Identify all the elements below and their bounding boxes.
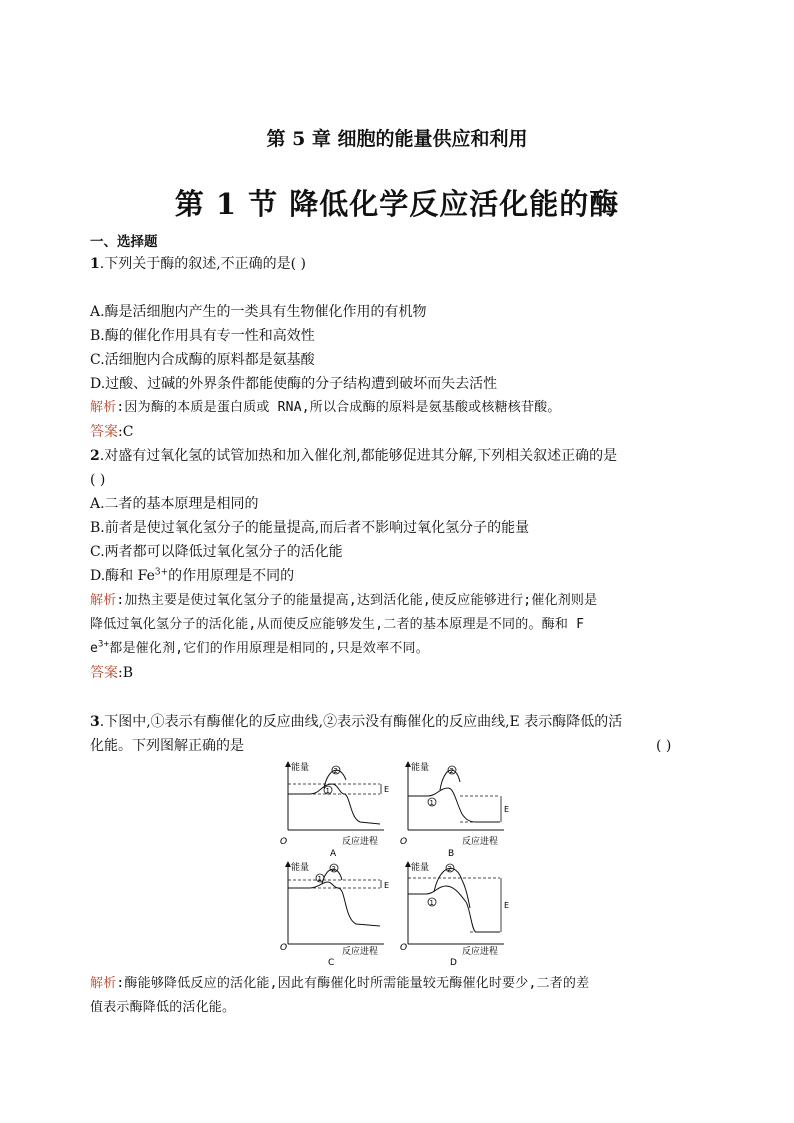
q1-stem [90, 252, 306, 276]
q1-analysis [90, 396, 561, 420]
graph-a-y-label: 能量 [291, 763, 310, 773]
q2-option-b: B.前者是使过氧化氢分子的能量提高,而后者不影响过氧化氢分子的能量 [90, 520, 530, 536]
graph-d-origin: O [400, 943, 408, 953]
graph-b-e-label: E [504, 805, 510, 814]
q3-analysis-line2: 值表示酶降低的活化能。 [90, 1000, 236, 1015]
graph-b-panel-label: B [448, 849, 455, 859]
graph-c-panel-label: C [328, 958, 335, 968]
q1-number: 1 [90, 256, 100, 272]
graph-a-origin: O [280, 837, 288, 847]
q2-option-c: C.两者都可以降低过氧化氢分子的活化能 [90, 544, 343, 560]
q3-analysis-label: 解析 [90, 976, 117, 991]
graph-d-e-label: E [504, 901, 510, 910]
q1-option-b: B.酶的催化作用具有专一性和高效性 [90, 328, 315, 344]
q2-analysis-line1 [90, 589, 597, 613]
q3-stem-text: .下图中,①表示有酶催化的反应曲线,②表示没有酶催化的反应曲线,E 表示酶降低的活 [99, 714, 623, 730]
graph-c-curve1-label: 1 [317, 875, 322, 883]
graph-c-x-label: 反应进程 [342, 947, 379, 957]
graph-b-x-label: 反应进程 [462, 837, 499, 847]
graph-b-curve1-label: 1 [429, 799, 434, 807]
q3-analysis-text1: :酶能够降低反应的活化能,因此有酶催化时所需能量较无酶催化时要少,二者的差 [116, 976, 590, 991]
graph-d-curve2-label: 2 [447, 865, 452, 873]
graph-d-y-label: 能量 [411, 863, 430, 873]
q1-option-d: D.过酸、过碱的外界条件都能使酶的分子结构遭到破坏而失去活性 [90, 376, 498, 392]
q3-analysis-line1 [90, 972, 589, 996]
graph-d [400, 861, 509, 957]
graph-a-x-label: 反应进程 [342, 837, 379, 847]
energy-diagrams [270, 758, 530, 968]
q1-answer-value: :C [118, 424, 134, 440]
graph-b [400, 761, 509, 859]
graph-a-curve2-label: 2 [333, 767, 338, 775]
graph-d-panel-label: D [450, 958, 457, 968]
graph-c-origin: O [280, 943, 288, 953]
q3-answer-paren: ( ) [656, 738, 672, 754]
q2-number: 2 [90, 448, 100, 464]
q3-number: 3 [90, 714, 100, 730]
q2-analysis-text1: :加热主要是使过氧化氢分子的能量提高,达到活化能,使反应能够进行;催化剂则是 [116, 593, 598, 608]
q2-option-a: A.二者的基本原理是相同的 [90, 496, 259, 512]
q2-analysis-post: 都是催化剂,它们的作用原理是相同的,只是效率不同。 [109, 641, 429, 656]
graph-d-x-label: 反应进程 [462, 947, 499, 957]
q3-stem-line2: 化能。下列图解正确的是 [90, 738, 244, 754]
q2-answer-label: 答案 [90, 665, 118, 681]
q1-answer [90, 420, 133, 444]
graph-a-curve1-label: 1 [325, 787, 330, 795]
q2-analysis-pre: e [90, 641, 99, 656]
q2-answer-value: :B [118, 665, 134, 681]
q1-option-c: C.活细胞内合成酶的原料都是氨基酸 [90, 352, 315, 368]
graph-d-curve1-label: 1 [429, 899, 434, 907]
graph-a-panel-label: A [330, 849, 337, 859]
q1-option-a: A.酶是活细胞内产生的一类具有生物催化作用的有机物 [90, 304, 427, 320]
q1-stem-text: .下列关于酶的叙述,不正确的是( ) [99, 256, 307, 272]
q2-option-d-pre: D.酶和 Fe [90, 568, 155, 584]
q2-stem-paren: ( ) [90, 472, 106, 488]
q2-option-d-sup: 3+ [154, 567, 169, 578]
q1-answer-label: 答案 [90, 424, 118, 440]
q2-option-d-post: 的作用原理是不同的 [168, 568, 295, 584]
q3-stem [90, 710, 622, 734]
q2-option-d [90, 564, 294, 588]
graph-b-y-label: 能量 [411, 763, 430, 773]
q2-analysis-sup: 3+ [98, 639, 110, 650]
part-heading: 一、选择题 [90, 234, 158, 250]
graph-c-y-label: 能量 [291, 863, 310, 873]
q1-analysis-text: :因为酶的本质是蛋白质或 RNA,所以合成酶的原料是氨基酸或核糖核苷酸。 [116, 400, 561, 415]
graph-c-curve2-label: 2 [331, 865, 336, 873]
q2-analysis-line3 [90, 637, 429, 661]
section-title: 第 1 节 降低化学反应活化能的酶 [174, 187, 620, 221]
graph-b-origin: O [400, 837, 408, 847]
chapter-title: 第 5 章 细胞的能量供应和利用 [266, 128, 528, 150]
graph-c-e-label: E [384, 881, 390, 890]
q2-analysis-label: 解析 [90, 593, 117, 608]
graph-b-curve2-label: 2 [449, 767, 454, 775]
q2-stem-text: .对盛有过氧化氢的试管加热和加入催化剂,都能够促进其分解,下列相关叙述正确的是 [99, 448, 618, 464]
q2-analysis-line2: 降低过氧化氢分子的活化能,从而使反应能够发生,二者的基本原理是不同的。酶和 F [90, 617, 585, 632]
q1-analysis-label: 解析 [90, 400, 117, 415]
graph-a-e-label: E [384, 785, 390, 794]
q2-answer [90, 661, 133, 685]
q2-stem [90, 444, 617, 468]
graph-c [280, 861, 389, 957]
